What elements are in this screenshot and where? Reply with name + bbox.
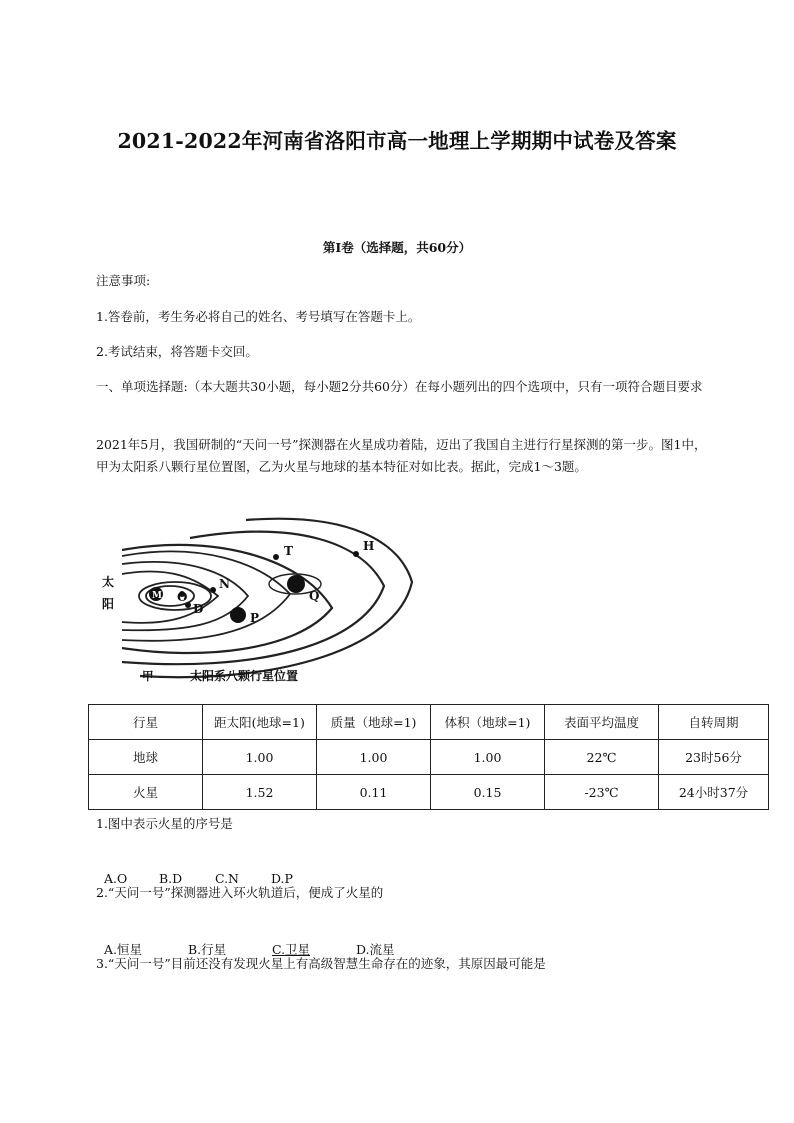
table-cell: -23℃ [545,775,659,810]
label-d: D [193,602,204,616]
table-cell: 地球 [89,740,203,775]
label-q: Q [309,589,320,603]
note-2: 2.考试结束，将答题卡交回。 [96,344,258,359]
table-cell: 0.15 [431,775,545,810]
option-b: B.行星 [187,942,227,957]
figure-caption-left: 甲 [142,669,154,683]
table-cell: 1.00 [317,740,431,775]
option-a: A.O [103,871,128,886]
planet-n [210,587,216,593]
table-cell: 22℃ [545,740,659,775]
question-3-stem: 3.“天问一号”目前还没有发现火星上有高级智慧生命存在的迹象，其原因最可能是 [96,956,546,971]
part-one-instruction: 一、单项选择题:（本大题共30小题，每小题2分共60分）在每小题列出的四个选项中，只有一项符合题目要求 [96,379,703,394]
table-header-cell: 自转周期 [659,705,769,740]
option-b: B.D [158,871,183,886]
option-d: D.P [270,871,293,886]
table-header-row [89,705,769,740]
label-t: T [284,544,293,558]
notes-heading: 注意事项: [96,273,151,288]
section-title: 第Ⅰ卷（选择题，共60分） [322,240,472,255]
solar-system-figure [100,512,420,692]
table-cell: 24小时37分 [659,775,769,810]
page-title: 2021-2022年河南省洛阳市高一地理上学期期中试卷及答案 [117,129,677,153]
orbit-5 [122,551,290,640]
table-header-cell: 体积（地球=1) [431,705,545,740]
option-c: C.卫星 [271,942,311,957]
table-cell: 火星 [89,775,203,810]
planet-comparison-table [88,704,769,810]
table-header-cell: 距太阳(地球=1) [203,705,317,740]
question-1-stem: 1.图中表示火星的序号是 [96,816,233,831]
planet-q [287,575,305,593]
table-row [89,740,769,775]
table-header-cell: 行星 [89,705,203,740]
table-cell: 23时56分 [659,740,769,775]
option-c: C.N [214,871,239,886]
orbit-3 [122,571,218,622]
table-cell: 1.00 [431,740,545,775]
planet-t [273,554,279,560]
option-a: A.恒星 [103,942,142,957]
table-row [89,775,769,810]
table-cell: 1.00 [203,740,317,775]
question-2-stem: 2.“天问一号”探测器进入环火轨道后，便成了火星的 [96,885,384,900]
label-h: H [363,539,375,553]
label-o: O [177,590,188,604]
option-d: D.流星 [355,942,395,957]
table-header-cell: 表面平均温度 [545,705,659,740]
sun-label-1: 太 [102,575,115,589]
note-1: 1.答卷前，考生务必将自己的姓名、考号填写在答题卡上。 [96,309,421,324]
label-m: M [152,591,162,601]
figure-caption: 太阳系八颗行星位置 [190,669,299,683]
table-header-cell: 质量（地球=1) [317,705,431,740]
label-p: P [250,611,260,625]
label-n: N [219,577,230,591]
intro-paragraph: 2021年5月，我国研制的“天问一号”探测器在火星成功着陆，迈出了我国自主进行行星探测的第一步。图1中，甲为太阳系八颗行星位置图，乙为火星与地球的基本特征对如比表。据此，完成1～3题。 [96,437,707,474]
planet-p [230,607,246,623]
table-cell: 1.52 [203,775,317,810]
sun-label-2: 阳 [102,597,115,611]
table-cell: 0.11 [317,775,431,810]
planet-h [353,551,359,557]
